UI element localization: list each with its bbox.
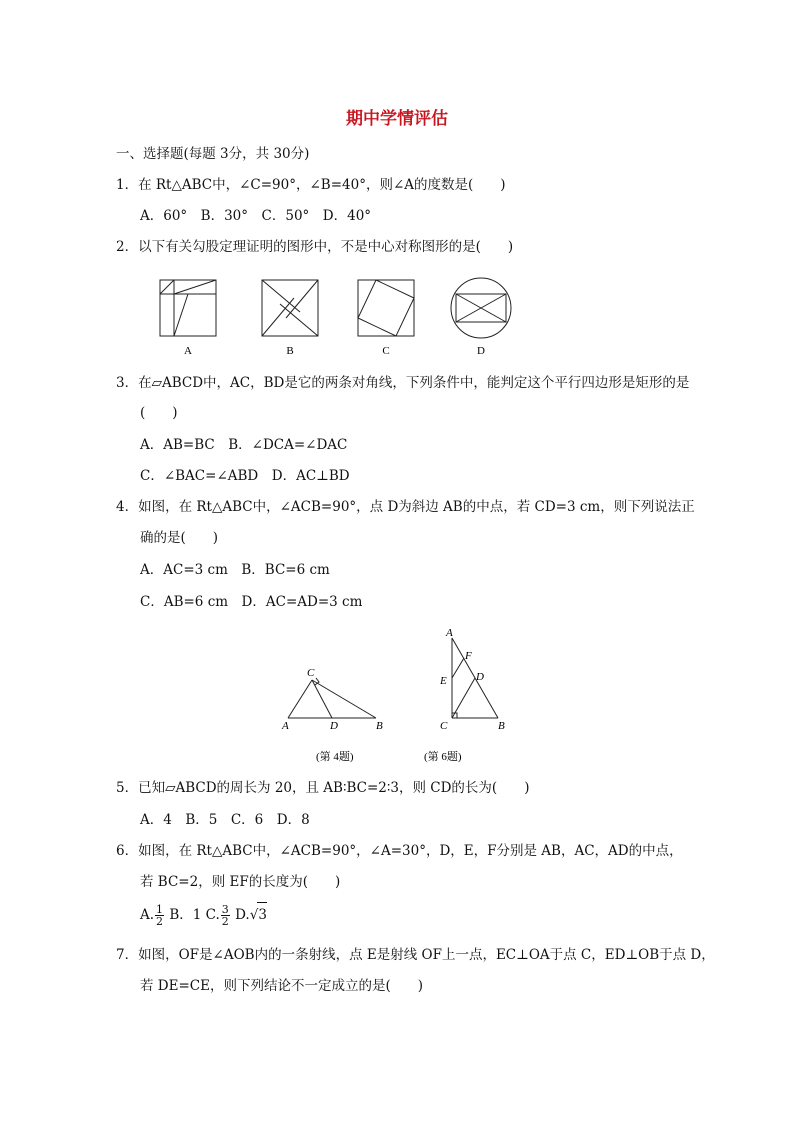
page-title: 期中学情评估 xyxy=(346,109,448,129)
question-3-stem-cont: ( ) xyxy=(140,405,178,421)
figure-4 xyxy=(288,678,376,718)
question-3-stem: 3．在▱ABCD中，AC，BD是它的两条对角线，下列条件中，能判定这个平行四边形是矩形的是 xyxy=(116,375,690,391)
fig4-caption: (第 4题) xyxy=(316,751,354,763)
question-6-stem-cont: 若 BC=2，则 EF的长度为( ) xyxy=(140,874,341,890)
question-6-stem: 6．如图，在 Rt△ABC中，∠ACB=90°，∠A=30°，D，E，F分别是 AB，AC，AD的中点， xyxy=(116,843,683,859)
question-3-options-2: C．∠BAC=∠ABD D．AC⊥BD xyxy=(140,468,350,484)
q2-label-d: D xyxy=(477,345,485,357)
fig6-point-d: D xyxy=(476,671,484,683)
q2-label-a: A xyxy=(184,345,192,357)
question-3-options-1: A．AB=BC B．∠DCA=∠DAC xyxy=(140,437,348,453)
q6-option-a-label: A. xyxy=(140,907,155,923)
q6-option-c-fraction: $\frac{3}{2}$ xyxy=(221,903,229,928)
fig4-point-a: A xyxy=(282,720,289,732)
fig4-point-b: B xyxy=(376,720,383,732)
question-2-stem: 2．以下有关勾股定理证明的图形中，不是中心对称图形的是( ) xyxy=(116,239,514,255)
q2-label-c: C xyxy=(382,345,390,357)
question-4-stem-cont: 确的是( ) xyxy=(140,530,219,546)
question-5-options: A．4 B．5 C．6 D．8 xyxy=(140,812,310,828)
q6-option-d-label: D. xyxy=(235,907,250,923)
fig4-point-d: D xyxy=(330,720,338,732)
question-5-stem: 5．已知▱ABCD的周长为 20，且 AB∶BC=2∶3，则 CD的长为( ) xyxy=(116,780,530,796)
question-1-stem: 1．在 Rt△ABC中，∠C=90°，∠B=40°，则∠A的度数是( ) xyxy=(116,177,506,193)
question-4-options-2: C．AB=6 cm D．AC=AD=3 cm xyxy=(140,594,363,610)
question-4-stem: 4．如图，在 Rt△ABC中，∠ACB=90°，点 D为斜边 AB的中点，若 CD=3 cm，则下列说法正 xyxy=(116,499,695,515)
figure-6 xyxy=(452,638,498,718)
sqrt-icon: √ xyxy=(249,907,259,923)
fig6-point-e: E xyxy=(440,675,447,687)
figures-q4-q6 xyxy=(276,622,526,770)
fig6-point-f: F xyxy=(465,650,472,662)
q2-figure-a xyxy=(160,280,216,336)
fig6-point-b: B xyxy=(498,720,505,732)
q2-figure-d xyxy=(451,278,511,338)
q6-option-a-fraction: $\frac{1}{2}$ xyxy=(156,903,164,928)
q2-figure-b xyxy=(262,280,318,336)
question-4-options-1: A．AC=3 cm B．BC=6 cm xyxy=(140,562,330,578)
fig4-point-c: C xyxy=(307,667,315,679)
question-7-stem-cont: 若 DE=CE，则下列结论不一定成立的是( ) xyxy=(140,978,423,994)
fig6-point-c: C xyxy=(440,720,448,732)
q2-figure-c xyxy=(358,280,414,336)
question-1-options: A．60° B．30° C．50° D．40° xyxy=(140,208,372,224)
fig6-caption: (第 6题) xyxy=(424,751,462,763)
q2-label-b: B xyxy=(286,345,294,357)
question-2-figures xyxy=(150,272,530,367)
q6-option-d-value: 3 xyxy=(257,902,267,927)
question-7-stem: 7．如图，OF是∠AOB内的一条射线，点 E是射线 OF上一点，EC⊥OA于点 C，ED⊥OB于点 D， xyxy=(116,947,715,963)
q6-option-c-label: C. xyxy=(205,907,220,923)
question-6-options xyxy=(140,902,267,927)
fig6-point-a: A xyxy=(446,627,453,639)
section-heading: 一、选择题(每题 3分，共 30分) xyxy=(116,146,310,162)
q6-option-b: B．1 xyxy=(169,907,202,923)
